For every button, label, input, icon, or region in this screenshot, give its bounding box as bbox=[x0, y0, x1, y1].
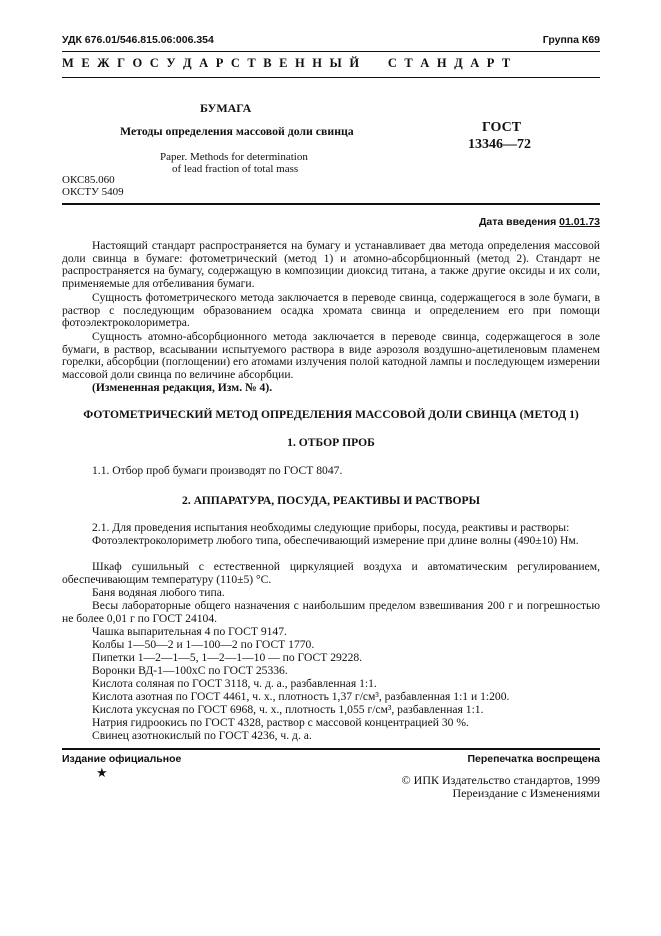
equipment-cup: Чашка выпарительная 4 по ГОСТ 9147. bbox=[92, 625, 287, 638]
intro-paragraph-atomic: Сущность атомно-абсорбционного метода заключается в переводе свинца, содержащегося в золе бумаги, в раствор, всасывании испытуемого раствора в виде аэрозоля воздушно-ацетиленовым пламенем горелки, абсорбции (поглощении) его атомами излучения полой катодной лампы и последующем измерении массовой доли свинца по величине абсорбции. bbox=[62, 330, 600, 381]
standard-banner: М Е Ж Г О С У Д А Р С Т В Е Н Н Ы Й С Т А Н Д А Р Т bbox=[62, 56, 513, 70]
equipment-photometer: Фотоэлектроколориметр любого типа, обеспечивающий измерение при длине волны (490±10) Нм. bbox=[92, 534, 579, 547]
intro-date bbox=[479, 216, 600, 228]
document-title: Методы определения массовой доли свинца bbox=[120, 124, 354, 138]
equipment-bath: Баня водяная любого типа. bbox=[92, 586, 225, 599]
document-subject: БУМАГА bbox=[200, 101, 252, 115]
reprint-prohibited: Перепечатка воспрещена bbox=[467, 753, 600, 765]
reagent-sodium-hydroxide: Натрия гидроокись по ГОСТ 4328, раствор с массовой концентрацией 30 %. bbox=[92, 716, 469, 729]
okstu-code: ОКСТУ 5409 bbox=[62, 186, 124, 198]
gost-number: 13346—72 bbox=[468, 137, 531, 152]
reagent-lead-nitrate: Свинец азотнокислый по ГОСТ 4236, ч. д. а. bbox=[92, 729, 312, 742]
footer-rule bbox=[62, 748, 600, 750]
method1-heading: ФОТОМЕТРИЧЕСКИЙ МЕТОД ОПРЕДЕЛЕНИЯ МАССОВОЙ ДОЛИ СВИНЦА (МЕТОД 1) bbox=[83, 408, 579, 421]
reagent-nitric-acid: Кислота азотная по ГОСТ 4461, ч. х., плотность 1,37 г/см³, разбавленная 1:1 и 1:200. bbox=[92, 690, 510, 703]
equipment-funnels: Воронки ВД-1—100хС по ГОСТ 25336. bbox=[92, 664, 288, 677]
intro-paragraph-photometric: Сущность фотометрического метода заключается в переводе свинца, содержащегося в золе бумаги, в раствор с последующим образованием осадка хромата свинца и определением его при помощи фотоэлектроколориметра. bbox=[62, 291, 600, 330]
equipment-oven: Шкаф сушильный с естественной циркуляцией воздуха и автоматическим регулированием, обеспечивающим температуру (110±5) °С. bbox=[62, 560, 600, 586]
gost-label: ГОСТ bbox=[482, 120, 522, 135]
section1-item-1-1: 1.1. Отбор проб бумаги производят по ГОСТ 8047. bbox=[92, 464, 343, 477]
title-rule bbox=[62, 203, 600, 205]
title-english-line1: Paper. Methods for determination bbox=[160, 151, 308, 163]
oks-code: ОКС85.060 bbox=[62, 174, 115, 186]
intro-date-value: 01.01.73 bbox=[559, 216, 600, 228]
equipment-pipettes: Пипетки 1—2—1—5, 1—2—1—10 — по ГОСТ 29228. bbox=[92, 651, 363, 664]
banner-rule bbox=[62, 77, 600, 78]
equipment-scales: Весы лабораторные общего назначения с наибольшим пределом взвешивания 200 г и погрешностью не более 0,01 г по ГОСТ 24104. bbox=[62, 599, 600, 625]
section2-item-2-1: 2.1. Для проведения испытания необходимы следующие приборы, посуда, реактивы и растворы: bbox=[92, 521, 570, 534]
section1-heading: 1. ОТБОР ПРОБ bbox=[287, 436, 375, 449]
top-rule bbox=[62, 51, 600, 52]
star-icon: ★ bbox=[96, 765, 108, 780]
copyright: © ИПК Издательство стандартов, 1999 bbox=[401, 773, 600, 787]
revision-note: (Измененная редакция, Изм. № 4). bbox=[92, 381, 273, 394]
official-edition: Издание официальное bbox=[62, 753, 182, 765]
group-code: Группа К69 bbox=[542, 34, 600, 46]
intro-date-label: Дата введения bbox=[478, 216, 557, 228]
reagent-hydrochloric-acid: Кислота соляная по ГОСТ 3118, ч. д. а., разбавленная 1:1. bbox=[92, 677, 377, 690]
reissue-note: Переиздание с Изменениями bbox=[452, 786, 600, 800]
udk-code: УДК 676.01/546.815.06:006.354 bbox=[62, 34, 214, 46]
title-english-line2: of lead fraction of total mass bbox=[172, 163, 299, 175]
equipment-flasks: Колбы 1—50—2 и 1—100—2 по ГОСТ 1770. bbox=[92, 638, 315, 651]
reagent-acetic-acid: Кислота уксусная по ГОСТ 6968, ч. х., плотность 1,055 г/см³, разбавленная 1:1. bbox=[92, 703, 484, 716]
section2-heading: 2. АППАРАТУРА, ПОСУДА, РЕАКТИВЫ И РАСТВОРЫ bbox=[182, 494, 480, 507]
intro-paragraph-scope: Настоящий стандарт распространяется на бумагу и устанавливает два метода определения массовой доли свинца в бумаге: фотометрический (метод 1) и атомно-абсорбционный (метод 2). Стандарт не распространяется на бумагу, содержащую в композиции диоксид титана, а также другие оксиды и их соли, применяемые для отбеливания бумаги. bbox=[62, 239, 600, 290]
